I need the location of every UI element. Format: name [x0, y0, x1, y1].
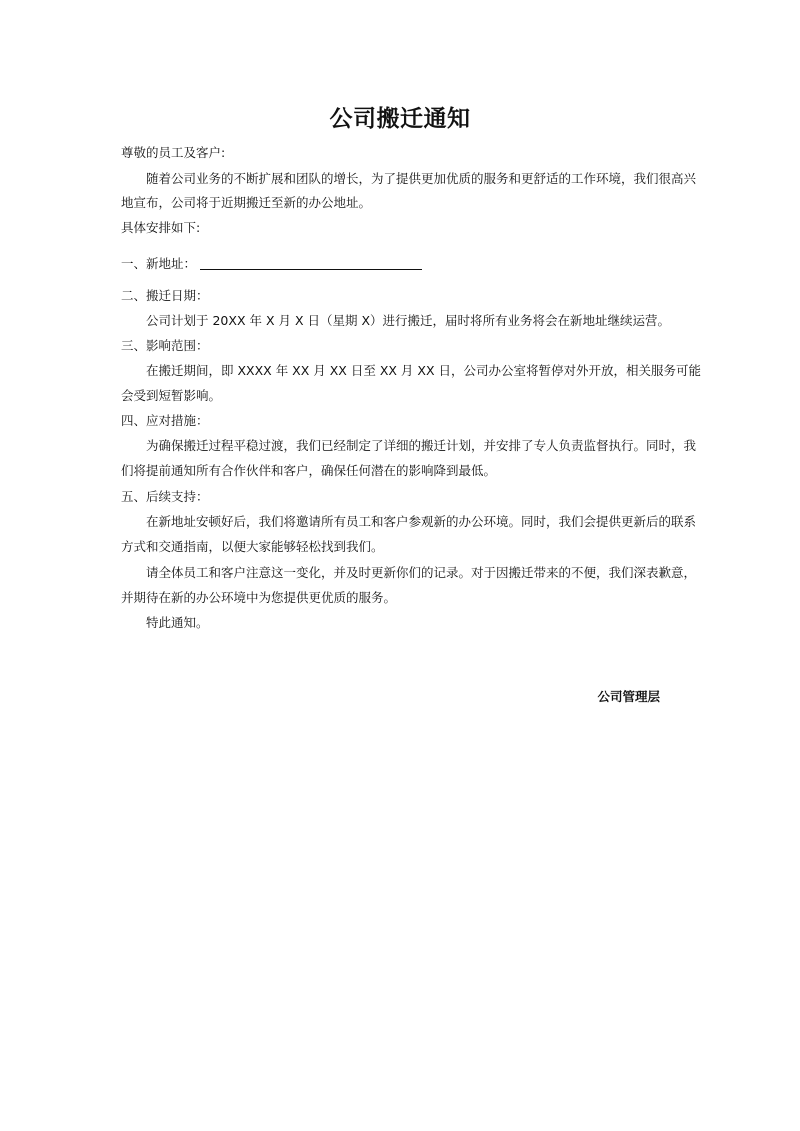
section-heading-new-address: 一、新地址： [121, 256, 197, 271]
signature: 公司管理层 [597, 689, 660, 704]
section-body-impact-line-1: 在搬迁期间，即 XXXX 年 XX 月 XX 日至 XX 月 XX 日，公司办公室将暂停对外开放，相关服务可能 [146, 363, 701, 378]
closing-paragraph-line-2: 并期待在新的办公环境中为您提供更优质的服务。 [121, 590, 397, 605]
section-body-measures-line-1: 为确保搬迁过程平稳过渡，我们已经制定了详细的搬迁计划，并安排了专人负责监督执行。同时，我 [146, 438, 697, 453]
arrangement-lead: 具体安排如下: [121, 220, 201, 235]
section-heading-impact: 三、影响范围： [121, 338, 209, 353]
section-body-move-date: 公司计划于 20XX 年 X 月 X 日（星期 X）进行搬迁，届时将所有业务将会在新地址继续运营。 [146, 313, 671, 328]
section-body-measures-line-2: 们将提前通知所有合作伙伴和客户，确保任何潜在的影响降到最低。 [121, 463, 497, 478]
salutation: 尊敬的员工及客户: [121, 145, 226, 160]
section-body-support-line-1: 在新地址安顿好后，我们将邀请所有员工和客户参观新的办公环境。同时，我们会提供更新后的联系 [146, 514, 697, 529]
intro-paragraph-line-2: 地宣布，公司将于近期搬迁至新的办公地址。 [121, 195, 372, 210]
address-blank-line [200, 268, 422, 270]
section-body-impact-line-2: 会受到短暂影响。 [121, 388, 222, 403]
intro-paragraph-line-1: 随着公司业务的不断扩展和团队的增长，为了提供更加优质的服务和更舒适的工作环境，我们很高兴 [146, 171, 697, 186]
section-heading-move-date: 二、搬迁日期： [121, 288, 209, 303]
section-heading-measures: 四、应对措施： [121, 413, 209, 428]
section-heading-support: 五、后续支持： [121, 489, 209, 504]
section-new-address [121, 255, 691, 273]
document-title: 公司搬迁通知 [329, 106, 471, 132]
section-body-support-line-2: 方式和交通指南，以便大家能够轻松找到我们。 [121, 539, 384, 554]
closing-paragraph-line-1: 请全体员工和客户注意这一变化，并及时更新你们的记录。对于因搬迁带来的不便，我们深表歉意， [146, 565, 697, 580]
notice-end: 特此通知。 [146, 615, 209, 630]
